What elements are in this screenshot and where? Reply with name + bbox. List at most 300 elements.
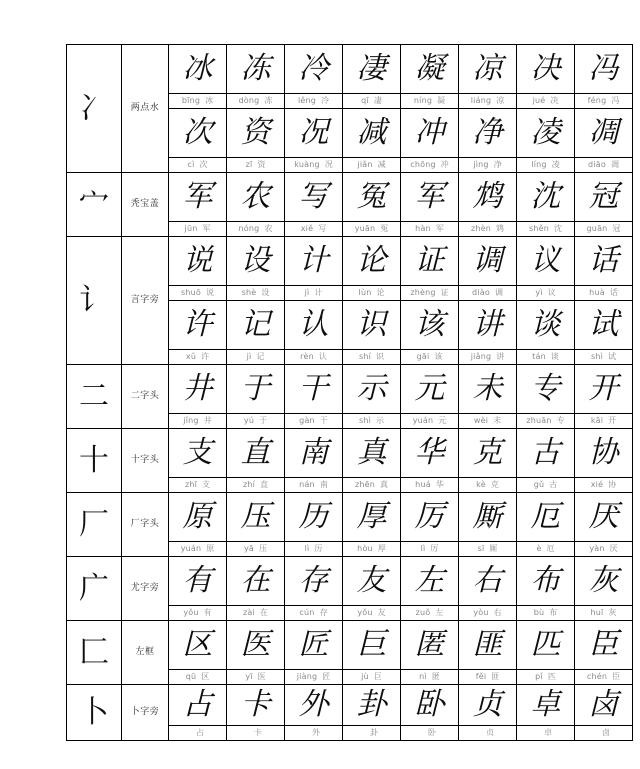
character-cell[interactable] — [575, 109, 633, 158]
pinyin-hanzi: 凝 — [437, 96, 446, 105]
character-cell[interactable] — [517, 685, 575, 726]
pinyin-inner — [517, 670, 574, 684]
pinyin-text: gǔ — [533, 480, 545, 489]
pinyin-inner — [575, 726, 632, 740]
pinyin-cell — [169, 726, 227, 741]
pinyin-cell — [401, 670, 459, 685]
pinyin-text: zhèn — [470, 224, 492, 233]
pinyin-text: lùn — [358, 288, 372, 297]
character-cell[interactable] — [285, 173, 343, 222]
pinyin-inner — [227, 478, 284, 492]
pinyin-inner — [169, 726, 226, 740]
pinyin-inner — [285, 94, 342, 108]
character-cell[interactable] — [343, 621, 401, 670]
pinyin-inner — [401, 542, 458, 556]
character-glyph: 开 — [588, 371, 619, 406]
pinyin-text: líng — [531, 160, 547, 169]
character-cell[interactable] — [401, 429, 459, 478]
pinyin-inner — [343, 542, 400, 556]
pinyin-cell — [227, 414, 285, 429]
character-glyph: 凋 — [588, 115, 619, 150]
character-glyph: 右 — [472, 563, 503, 598]
pinyin-cell — [517, 158, 575, 173]
pinyin-text: zhí — [242, 480, 256, 489]
pinyin-text: jìng — [473, 160, 489, 169]
pinyin-cell — [227, 350, 285, 365]
pinyin-inner — [517, 726, 574, 740]
pinyin-inner — [575, 542, 632, 556]
pinyin-hanzi: 贞 — [486, 728, 494, 737]
character-glyph: 在 — [240, 563, 271, 598]
character-glyph: 左 — [414, 563, 445, 598]
character-cell[interactable] — [401, 45, 459, 94]
character-cell[interactable] — [401, 493, 459, 542]
pinyin-text: jì — [304, 288, 310, 297]
pinyin-hanzi: 冤 — [380, 224, 389, 233]
pinyin-text: tán — [532, 352, 546, 361]
pinyin-inner — [401, 726, 458, 740]
pinyin-inner — [169, 670, 226, 684]
character-cell[interactable] — [285, 365, 343, 414]
pinyin-hanzi: 区 — [201, 672, 210, 681]
pinyin-cell — [285, 478, 343, 493]
pinyin-hanzi: 冷 — [321, 96, 330, 105]
character-glyph: 计 — [298, 243, 329, 278]
character-glyph: 冯 — [588, 51, 619, 86]
character-cell[interactable] — [459, 109, 517, 158]
pinyin-inner — [227, 414, 284, 428]
character-glyph: 于 — [240, 371, 271, 406]
character-cell[interactable] — [169, 429, 227, 478]
pinyin-hanzi: 臣 — [612, 672, 621, 681]
character-glyph: 外 — [298, 687, 329, 722]
pinyin-inner — [169, 158, 226, 172]
character-cell[interactable] — [517, 173, 575, 222]
radical-name-cell: 二字头 — [122, 365, 169, 429]
pinyin-text: shí — [358, 352, 372, 361]
pinyin-cell — [401, 94, 459, 109]
pinyin-text: yuán — [412, 416, 434, 425]
pinyin-cell — [459, 94, 517, 109]
pinyin-cell — [227, 606, 285, 621]
character-cell[interactable] — [343, 173, 401, 222]
pinyin-cell — [227, 726, 285, 741]
pinyin-text: nán — [299, 480, 315, 489]
pinyin-text: féng — [587, 96, 607, 105]
pinyin-cell — [227, 542, 285, 557]
pinyin-text: yú — [243, 416, 255, 425]
character-cell[interactable] — [517, 557, 575, 606]
pinyin-cell — [227, 286, 285, 301]
character-glyph: 论 — [356, 243, 387, 278]
pinyin-hanzi: 厚 — [377, 544, 386, 553]
pinyin-hanzi: 存 — [319, 608, 328, 617]
character-glyph: 卓 — [530, 687, 561, 722]
character-cell[interactable] — [459, 301, 517, 350]
pinyin-cell — [285, 158, 343, 173]
pinyin-cell — [517, 606, 575, 621]
pinyin-hanzi: 谈 — [550, 352, 559, 361]
pinyin-text: gàn — [299, 416, 315, 425]
pinyin-inner — [285, 350, 342, 364]
pinyin-cell — [401, 222, 459, 237]
pinyin-inner — [343, 670, 400, 684]
character-cell[interactable] — [459, 365, 517, 414]
character-cell[interactable] — [459, 557, 517, 606]
radical-cell: 讠 — [67, 237, 122, 365]
character-cell[interactable] — [227, 109, 285, 158]
character-cell[interactable] — [401, 365, 459, 414]
pinyin-hanzi: 厮 — [489, 544, 498, 553]
pinyin-hanzi: 井 — [203, 416, 212, 425]
pinyin-hanzi: 占 — [196, 728, 204, 737]
pinyin-text: dòng — [238, 96, 260, 105]
character-row — [67, 173, 633, 222]
radical-cell: 宀 — [67, 173, 122, 237]
pinyin-inner — [401, 286, 458, 300]
character-glyph: 冲 — [414, 115, 445, 150]
pinyin-text: huá — [415, 480, 431, 489]
character-glyph: 沈 — [530, 179, 561, 214]
radical-name-cell: 两点水 — [122, 45, 169, 173]
pinyin-hanzi: 沈 — [554, 224, 563, 233]
pinyin-text: xiě — [300, 224, 314, 233]
pinyin-inner — [517, 606, 574, 620]
pinyin-text: yì — [535, 288, 543, 297]
pinyin-cell — [285, 350, 343, 365]
pinyin-inner — [343, 158, 400, 172]
character-cell[interactable] — [169, 621, 227, 670]
character-cell[interactable] — [227, 301, 285, 350]
character-cell[interactable] — [227, 365, 285, 414]
character-glyph: 况 — [298, 115, 329, 150]
character-cell[interactable] — [343, 429, 401, 478]
character-cell[interactable] — [401, 173, 459, 222]
pinyin-inner — [227, 670, 284, 684]
character-cell[interactable] — [401, 109, 459, 158]
character-glyph: 卤 — [588, 687, 619, 722]
pinyin-cell — [459, 414, 517, 429]
pinyin-inner — [285, 726, 342, 740]
pinyin-inner — [285, 542, 342, 556]
radical-name-cell: 秃宝盖 — [122, 173, 169, 237]
character-cell[interactable] — [401, 621, 459, 670]
pinyin-hanzi: 凌 — [551, 160, 560, 169]
pinyin-text: xié — [590, 480, 604, 489]
character-cell[interactable] — [517, 493, 575, 542]
character-cell[interactable] — [169, 493, 227, 542]
pinyin-hanzi: 在 — [259, 608, 268, 617]
character-cell[interactable] — [285, 557, 343, 606]
character-cell[interactable] — [169, 365, 227, 414]
pinyin-text: zhī — [184, 480, 198, 489]
pinyin-inner — [227, 158, 284, 172]
character-glyph: 灰 — [588, 563, 619, 598]
character-cell[interactable] — [401, 685, 459, 726]
character-cell[interactable] — [401, 557, 459, 606]
pinyin-inner — [343, 478, 400, 492]
character-glyph: 卡 — [240, 687, 271, 722]
pinyin-text: shěn — [528, 224, 550, 233]
character-cell[interactable] — [227, 685, 285, 726]
pinyin-cell — [227, 158, 285, 173]
pinyin-cell — [401, 478, 459, 493]
character-cell[interactable] — [227, 557, 285, 606]
character-glyph: 农 — [240, 179, 271, 214]
pinyin-inner — [459, 350, 516, 364]
pinyin-text: fěi — [475, 672, 487, 681]
character-cell[interactable] — [517, 365, 575, 414]
character-cell[interactable] — [459, 173, 517, 222]
character-cell[interactable] — [285, 493, 343, 542]
character-glyph: 军 — [182, 179, 213, 214]
character-glyph: 厄 — [530, 499, 561, 534]
character-cell[interactable] — [169, 173, 227, 222]
character-cell[interactable] — [285, 429, 343, 478]
character-cell[interactable] — [227, 493, 285, 542]
pinyin-text: yǒu — [357, 608, 373, 617]
pinyin-inner — [401, 670, 458, 684]
character-cell[interactable] — [285, 109, 343, 158]
pinyin-text: nì — [419, 672, 427, 681]
character-glyph: 匪 — [472, 627, 503, 662]
pinyin-inner — [459, 670, 516, 684]
pinyin-cell — [169, 94, 227, 109]
character-cell[interactable] — [517, 301, 575, 350]
pinyin-text: kāi — [590, 416, 604, 425]
pinyin-text: diāo — [588, 160, 606, 169]
character-cell[interactable] — [575, 429, 633, 478]
pinyin-text: yī — [245, 672, 253, 681]
character-cell[interactable] — [169, 301, 227, 350]
character-cell[interactable] — [401, 237, 459, 286]
pinyin-text: bù — [533, 608, 545, 617]
pinyin-hanzi: 开 — [608, 416, 617, 425]
character-glyph: 厉 — [414, 499, 445, 534]
character-glyph: 协 — [588, 435, 619, 470]
character-cell[interactable] — [575, 237, 633, 286]
pinyin-hanzi: 话 — [609, 288, 618, 297]
character-cell[interactable] — [227, 45, 285, 94]
pinyin-cell — [459, 670, 517, 685]
pinyin-text: jiǎng — [470, 352, 492, 361]
character-glyph: 鸩 — [472, 179, 503, 214]
character-cell[interactable] — [343, 301, 401, 350]
character-cell[interactable] — [459, 237, 517, 286]
character-cell[interactable] — [343, 685, 401, 726]
pinyin-inner — [517, 350, 574, 364]
pinyin-inner — [401, 94, 458, 108]
pinyin-text: chén — [586, 672, 608, 681]
character-cell[interactable] — [517, 429, 575, 478]
pinyin-hanzi: 灰 — [608, 608, 617, 617]
character-glyph: 区 — [182, 627, 213, 662]
character-cell[interactable] — [169, 237, 227, 286]
character-cell[interactable] — [343, 45, 401, 94]
pinyin-text: zī — [245, 160, 253, 169]
pinyin-cell — [343, 726, 401, 741]
pinyin-text: huī — [590, 608, 604, 617]
pinyin-cell — [575, 478, 633, 493]
pinyin-hanzi: 压 — [259, 544, 268, 553]
character-cell[interactable] — [285, 301, 343, 350]
pinyin-cell — [285, 726, 343, 741]
pinyin-inner — [459, 542, 516, 556]
character-cell[interactable] — [285, 45, 343, 94]
pinyin-cell — [517, 478, 575, 493]
character-cell[interactable] — [459, 45, 517, 94]
character-cell[interactable] — [575, 685, 633, 726]
character-cell[interactable] — [285, 237, 343, 286]
pinyin-text: chōng — [410, 160, 436, 169]
pinyin-cell — [459, 286, 517, 301]
character-cell[interactable] — [459, 493, 517, 542]
character-cell[interactable] — [459, 621, 517, 670]
character-glyph: 卦 — [356, 687, 387, 722]
pinyin-inner — [517, 414, 574, 428]
character-cell[interactable] — [517, 45, 575, 94]
pinyin-inner — [459, 222, 516, 236]
pinyin-hanzi: 调 — [494, 288, 503, 297]
character-cell[interactable] — [575, 173, 633, 222]
pinyin-text: gāi — [416, 352, 430, 361]
character-cell[interactable] — [343, 493, 401, 542]
pinyin-inner — [575, 286, 632, 300]
pinyin-inner — [343, 606, 400, 620]
pinyin-text: shì — [358, 416, 372, 425]
pinyin-inner — [459, 726, 516, 740]
pinyin-hanzi: 元 — [438, 416, 447, 425]
pinyin-cell — [517, 542, 575, 557]
character-cell[interactable] — [575, 493, 633, 542]
pinyin-hanzi: 冲 — [440, 160, 449, 169]
character-cell[interactable] — [227, 429, 285, 478]
character-cell[interactable] — [169, 557, 227, 606]
character-glyph: 南 — [298, 435, 329, 470]
pinyin-inner — [575, 350, 632, 364]
pinyin-cell — [575, 542, 633, 557]
character-cell[interactable] — [575, 45, 633, 94]
pinyin-hanzi: 古 — [549, 480, 558, 489]
radical-cell: 卜 — [67, 685, 122, 741]
pinyin-hanzi: 农 — [264, 224, 273, 233]
pinyin-inner — [517, 478, 574, 492]
character-cell[interactable] — [285, 621, 343, 670]
character-cell[interactable] — [517, 621, 575, 670]
pinyin-text: jì — [246, 352, 252, 361]
pinyin-cell — [169, 542, 227, 557]
character-cell[interactable] — [343, 237, 401, 286]
character-cell[interactable] — [575, 365, 633, 414]
character-glyph: 华 — [414, 435, 445, 470]
pinyin-cell — [459, 350, 517, 365]
character-glyph: 占 — [182, 687, 213, 722]
character-glyph: 试 — [588, 307, 619, 342]
character-glyph: 卧 — [414, 687, 445, 722]
pinyin-cell — [517, 286, 575, 301]
character-cell[interactable] — [401, 301, 459, 350]
character-glyph: 干 — [298, 371, 329, 406]
character-glyph: 贞 — [472, 687, 503, 722]
character-glyph: 历 — [298, 499, 329, 534]
pinyin-cell — [227, 94, 285, 109]
character-cell[interactable] — [343, 557, 401, 606]
pinyin-text: shè — [241, 288, 257, 297]
radical-cell: 匚 — [67, 621, 122, 685]
character-cell[interactable] — [459, 429, 517, 478]
pinyin-inner — [343, 726, 400, 740]
pinyin-cell — [343, 542, 401, 557]
character-glyph: 决 — [530, 51, 561, 86]
character-cell[interactable] — [227, 621, 285, 670]
pinyin-cell — [517, 414, 575, 429]
pinyin-hanzi: 认 — [318, 352, 327, 361]
character-cell[interactable] — [517, 109, 575, 158]
character-glyph: 直 — [240, 435, 271, 470]
pinyin-text: diào — [472, 288, 490, 297]
pinyin-text: zuǒ — [415, 608, 431, 617]
character-cell[interactable] — [227, 173, 285, 222]
pinyin-hanzi: 识 — [376, 352, 385, 361]
pinyin-cell — [401, 542, 459, 557]
character-cell[interactable] — [575, 557, 633, 606]
character-glyph: 军 — [414, 179, 445, 214]
pinyin-hanzi: 议 — [547, 288, 556, 297]
character-cell[interactable] — [517, 237, 575, 286]
character-glyph: 匿 — [414, 627, 445, 662]
character-cell[interactable] — [575, 621, 633, 670]
character-glyph: 议 — [530, 243, 561, 278]
pinyin-hanzi: 巨 — [373, 672, 382, 681]
character-cell[interactable] — [285, 685, 343, 726]
character-glyph: 臣 — [588, 627, 619, 662]
pinyin-text: qī — [361, 96, 369, 105]
pinyin-hanzi: 外 — [312, 728, 320, 737]
pinyin-inner — [169, 478, 226, 492]
character-cell[interactable] — [227, 237, 285, 286]
pinyin-inner — [285, 222, 342, 236]
character-glyph: 话 — [588, 243, 619, 278]
pinyin-cell — [343, 94, 401, 109]
pinyin-text: guān — [586, 224, 608, 233]
character-cell[interactable] — [575, 301, 633, 350]
character-row — [67, 237, 633, 286]
pinyin-hanzi: 决 — [550, 96, 559, 105]
character-glyph: 匠 — [298, 627, 329, 662]
character-cell[interactable] — [343, 365, 401, 414]
pinyin-inner — [169, 94, 226, 108]
pinyin-hanzi: 军 — [202, 224, 211, 233]
character-glyph: 厮 — [472, 499, 503, 534]
pinyin-cell — [517, 94, 575, 109]
character-glyph: 谈 — [530, 307, 561, 342]
character-cell[interactable] — [343, 109, 401, 158]
pinyin-inner — [343, 222, 400, 236]
character-cell[interactable] — [459, 685, 517, 726]
radical-cell: 二 — [67, 365, 122, 429]
pinyin-inner — [285, 606, 342, 620]
pinyin-inner — [285, 414, 342, 428]
pinyin-cell — [575, 286, 633, 301]
pinyin-cell — [285, 286, 343, 301]
pinyin-cell — [517, 350, 575, 365]
character-cell[interactable] — [169, 45, 227, 94]
character-cell[interactable] — [169, 685, 227, 726]
pinyin-text: hàn — [415, 224, 431, 233]
pinyin-text: yā — [243, 544, 255, 553]
character-glyph: 凄 — [356, 51, 387, 86]
character-cell[interactable] — [169, 109, 227, 158]
